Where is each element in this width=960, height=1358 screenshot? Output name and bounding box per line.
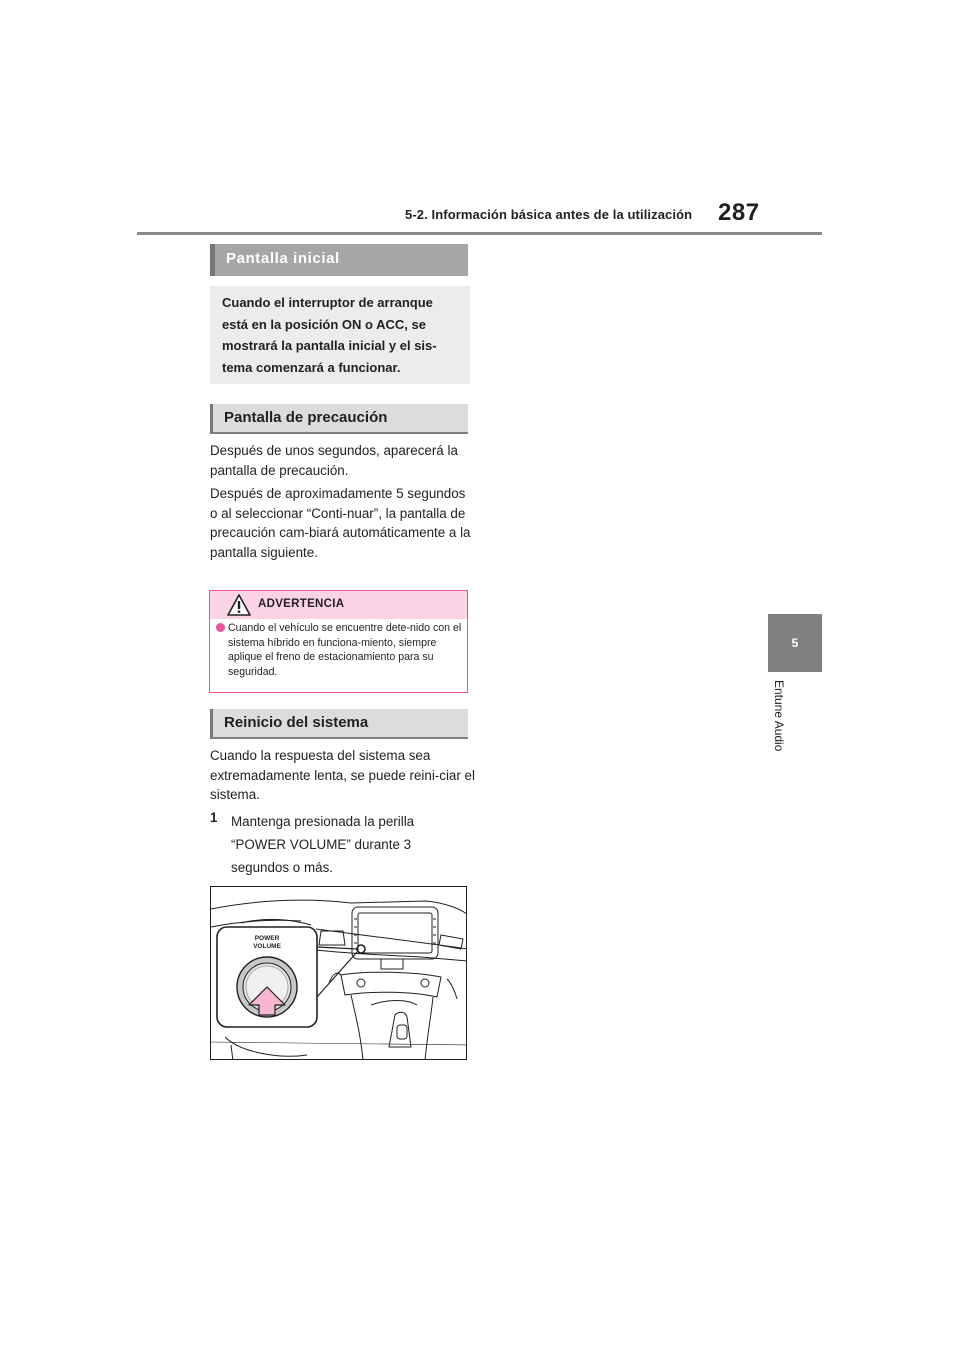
section-heading-system-restart: Reinicio del sistema <box>210 709 468 739</box>
warning-title: ADVERTENCIA <box>258 598 345 610</box>
step-text: Mantenga presionada la perilla “POWER VOLUME” durante 3 segundos o más. <box>231 814 415 875</box>
bullet-icon <box>216 623 225 632</box>
caution-paragraph-1 <box>210 441 475 480</box>
chapter-tab <box>768 614 822 672</box>
chapter-number: 5 <box>791 636 799 650</box>
warning-triangle-icon <box>227 594 251 616</box>
header-rule <box>137 232 822 235</box>
restart-paragraph-text: Cuando la respuesta del sistema sea extremadamente lenta, se puede reini-ciar el sistema. <box>210 748 475 802</box>
step-number: 1 <box>210 810 218 825</box>
warning-box <box>209 590 468 693</box>
page-number: 287 <box>718 199 760 226</box>
section-heading-caution-screen: Pantalla de precaución <box>210 404 468 434</box>
dashboard-illustration <box>210 886 467 1060</box>
intro-text: Cuando el interruptor de arranque está en la posición ON o ACC, se mostrará la pantalla inicial y el sis-tema comenzará a funcionar. <box>222 295 437 375</box>
chapter-name-text: Entune Audio <box>772 680 786 752</box>
running-header: 5-2. Información básica antes de la utilización <box>405 207 693 222</box>
restart-paragraph <box>210 746 475 805</box>
caution-paragraph-2-text: Después de aproximadamente 5 segundos o al seleccionar “Conti-nuar”, la pantalla de precaución cam-biará automáticamente a la pantalla siguiente. <box>210 486 471 560</box>
knob-label-power: POWER <box>254 935 280 942</box>
warning-header <box>210 591 467 619</box>
dashboard-drawing <box>211 887 467 1060</box>
knob-label-volume: VOLUME <box>253 943 281 950</box>
intro-box <box>210 286 470 384</box>
section-heading-initial-screen: Pantalla inicial <box>210 244 468 276</box>
warning-text: Cuando el vehículo se encuentre dete-nido con el sistema híbrido en funciona-miento, siempre aplique el freno de estacionamiento para su seguridad. <box>228 622 462 678</box>
chapter-name <box>772 680 786 770</box>
caution-paragraph-2 <box>210 484 475 562</box>
caution-paragraph-1-text: Después de unos segundos, aparecerá la pantalla de precaución. <box>210 443 458 478</box>
